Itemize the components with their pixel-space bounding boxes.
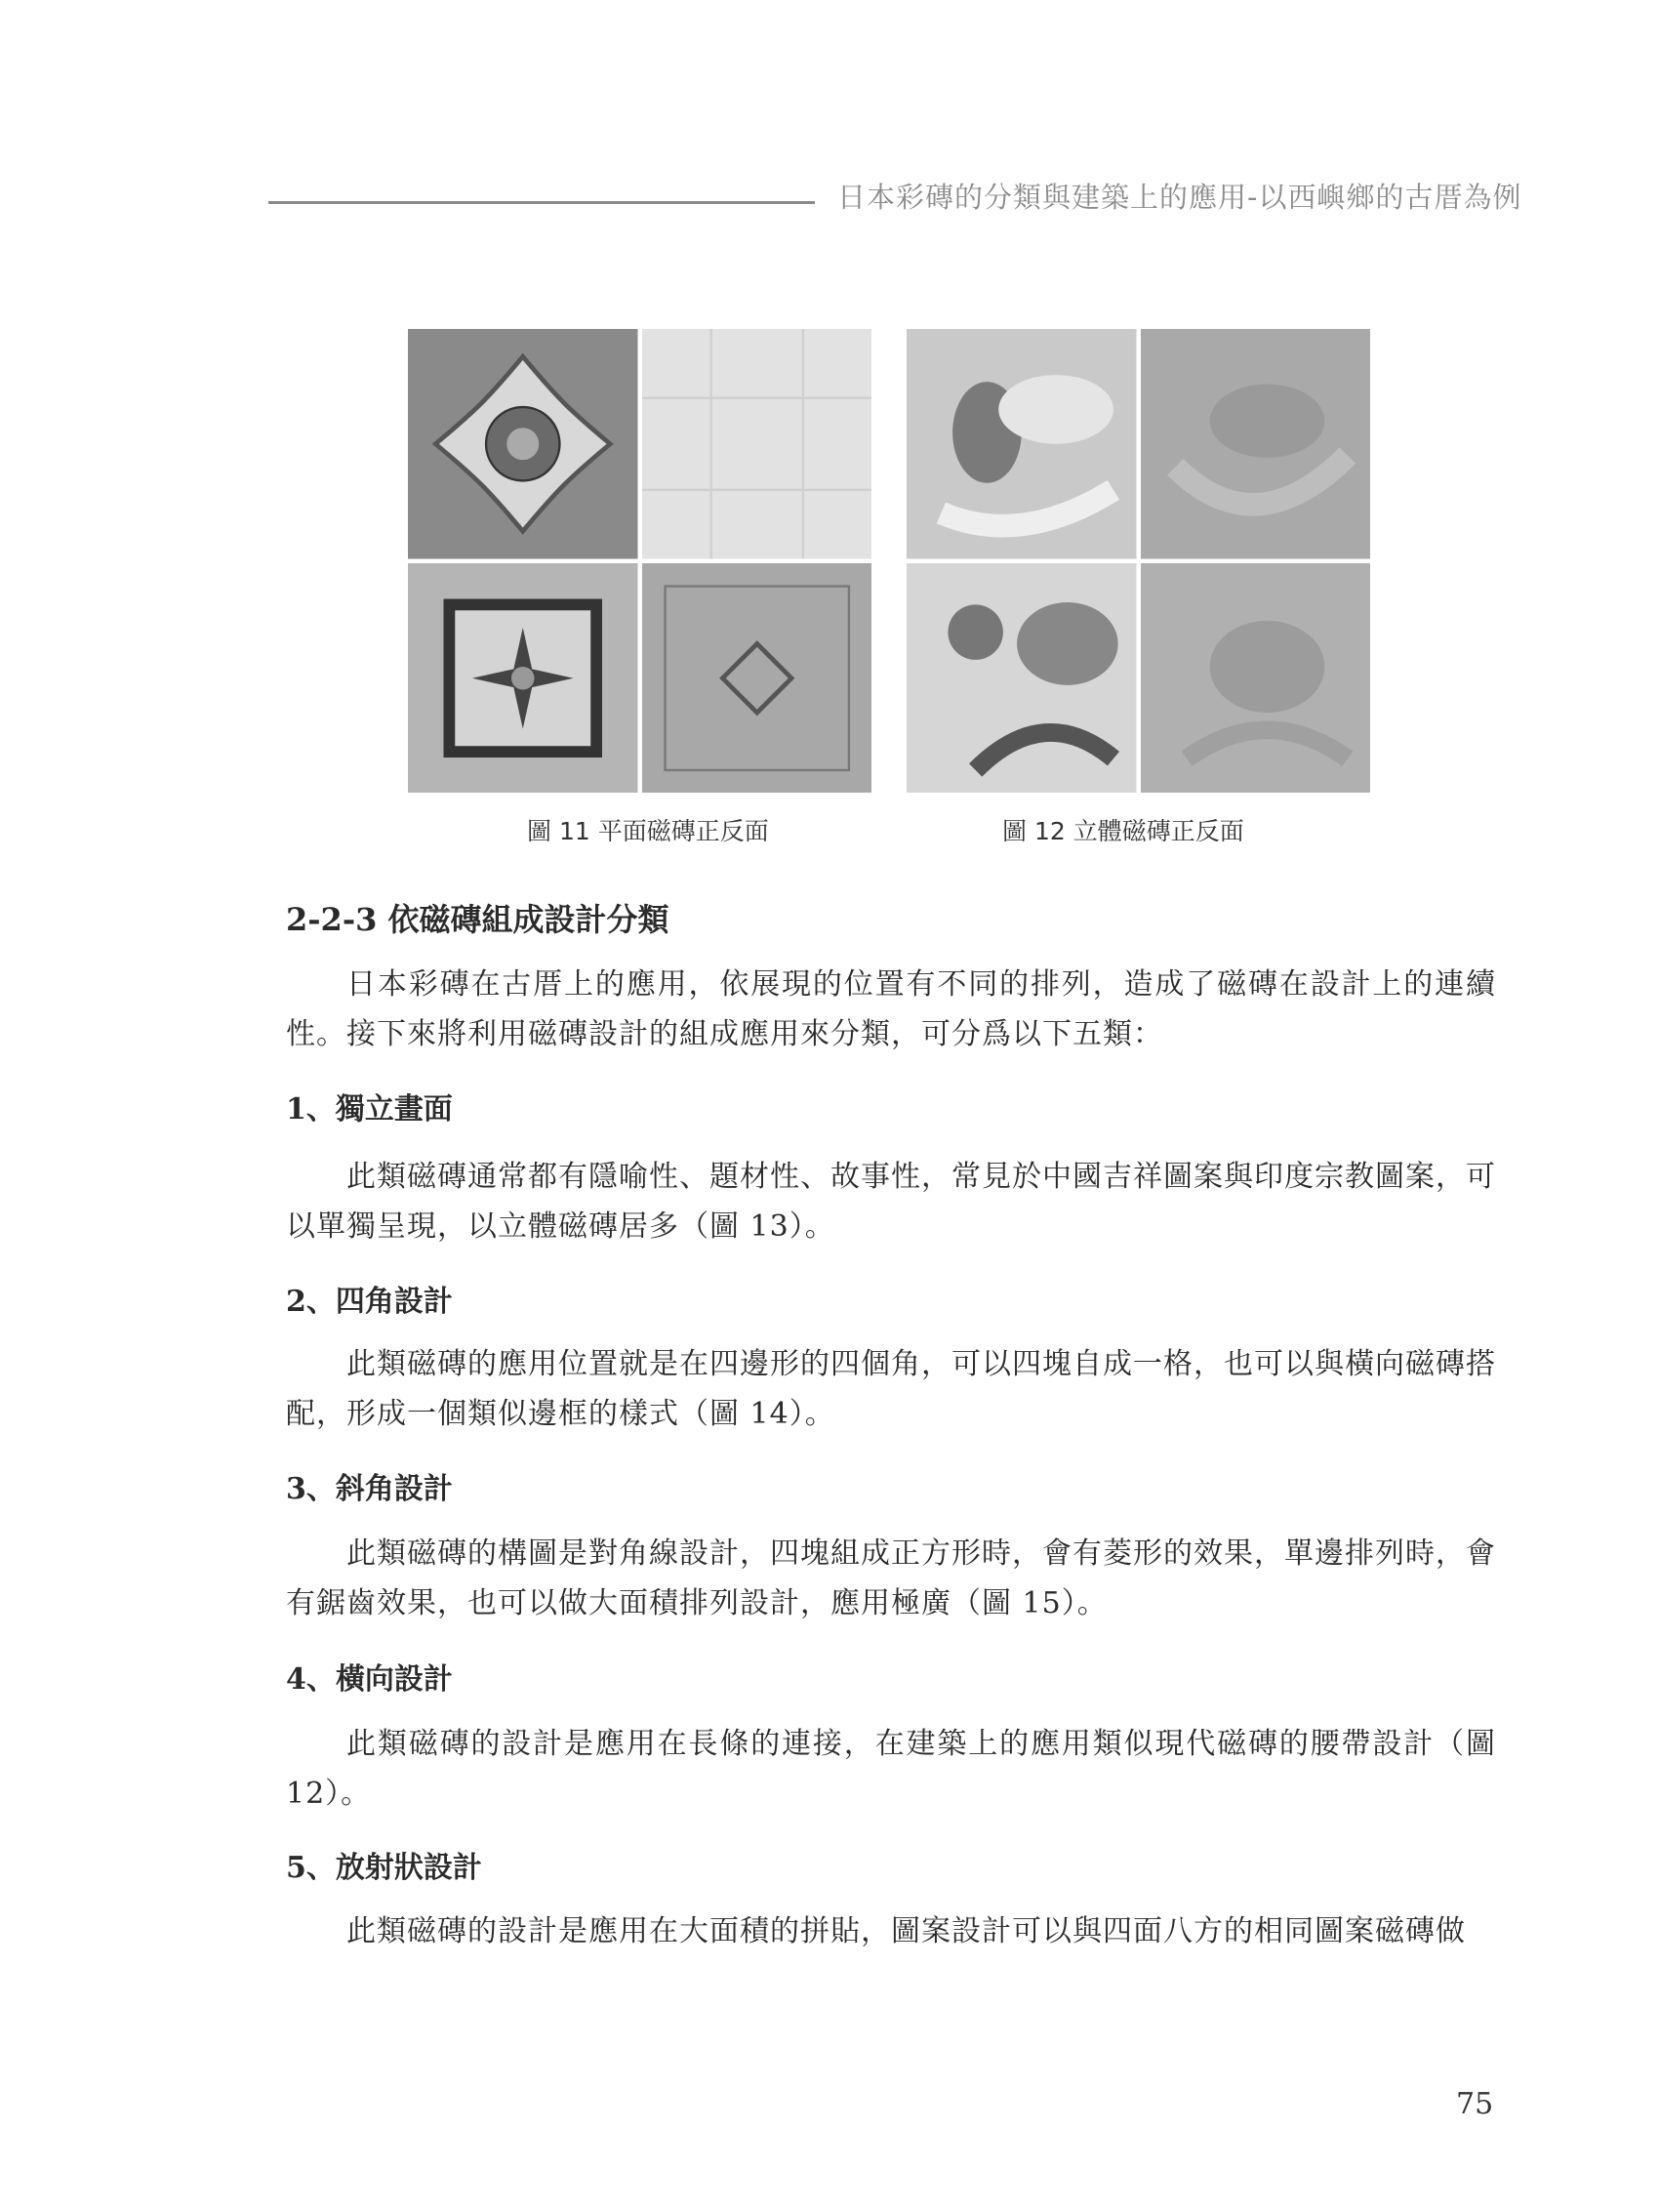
figure-12-caption: 圖 12 立體磁磚正反面 [1002, 817, 1244, 845]
item-4-text: 此類磁磚的設計是應用在長條的連接，在建築上的應用類似現代磁磚的腰帶設計（圖 12）。 [286, 1727, 1496, 1811]
intro-paragraph: 日本彩磚在古厝上的應用，依展現的位置有不同的排列，造成了磁磚在設計上的連續性。接下來將利用磁磚設計的組成應用來分類，可分爲以下五類： [286, 967, 1496, 1051]
flat-tile-front-star [408, 563, 638, 794]
flat-tile-back [642, 329, 872, 559]
relief-tile-back-fruit [1141, 329, 1371, 559]
figure-11-caption: 圖 11 平面磁磚正反面 [527, 817, 769, 845]
item-1-text: 此類磁磚通常都有隱喻性、題材性、故事性，常見於中國吉祥圖案與印度宗教圖案，可以單獨呈現，以立體磁磚居多（圖 13）。 [286, 1160, 1496, 1244]
relief-tile-back-peony [1141, 563, 1371, 794]
section-heading: 2-2-3 依磁磚組成設計分類 [286, 901, 669, 938]
figure-12 [907, 329, 1370, 793]
item-5-title: 5、放射狀設計 [286, 1851, 482, 1885]
item-3-text: 此類磁磚的構圖是對角線設計，四塊組成正方形時，會有菱形的效果，單邊排列時，會有鋸齒效果，也可以做大面積排列設計，應用極廣（圖 15）。 [286, 1536, 1496, 1620]
item-2-title: 2、四角設計 [286, 1285, 453, 1319]
item-1-title: 1、獨立畫面 [286, 1092, 453, 1126]
flat-tile-front-flower [408, 329, 638, 559]
flat-tile-back-diamond [642, 563, 872, 794]
relief-tile-front-peony [907, 563, 1137, 794]
header-rule [268, 201, 815, 204]
item-5-text: 此類磁磚的設計是應用在大面積的拼貼，圖案設計可以與四面八方的相同圖案磁磚做 [346, 1914, 1466, 1948]
item-2-text: 此類磁磚的應用位置就是在四邊形的四個角，可以四塊自成一格，也可以與橫向磁磚搭配，形成一個類似邊框的樣式（圖 14）。 [286, 1347, 1496, 1431]
page-number: 75 [1456, 2087, 1494, 2121]
running-header: 日本彩磚的分類與建築上的應用-以西嶼鄉的古厝為例 [837, 181, 1522, 214]
item-3-title: 3、斜角設計 [286, 1472, 453, 1506]
figure-11 [408, 329, 871, 793]
relief-tile-front-fruit [907, 329, 1137, 559]
item-4-title: 4、橫向設計 [286, 1662, 453, 1697]
